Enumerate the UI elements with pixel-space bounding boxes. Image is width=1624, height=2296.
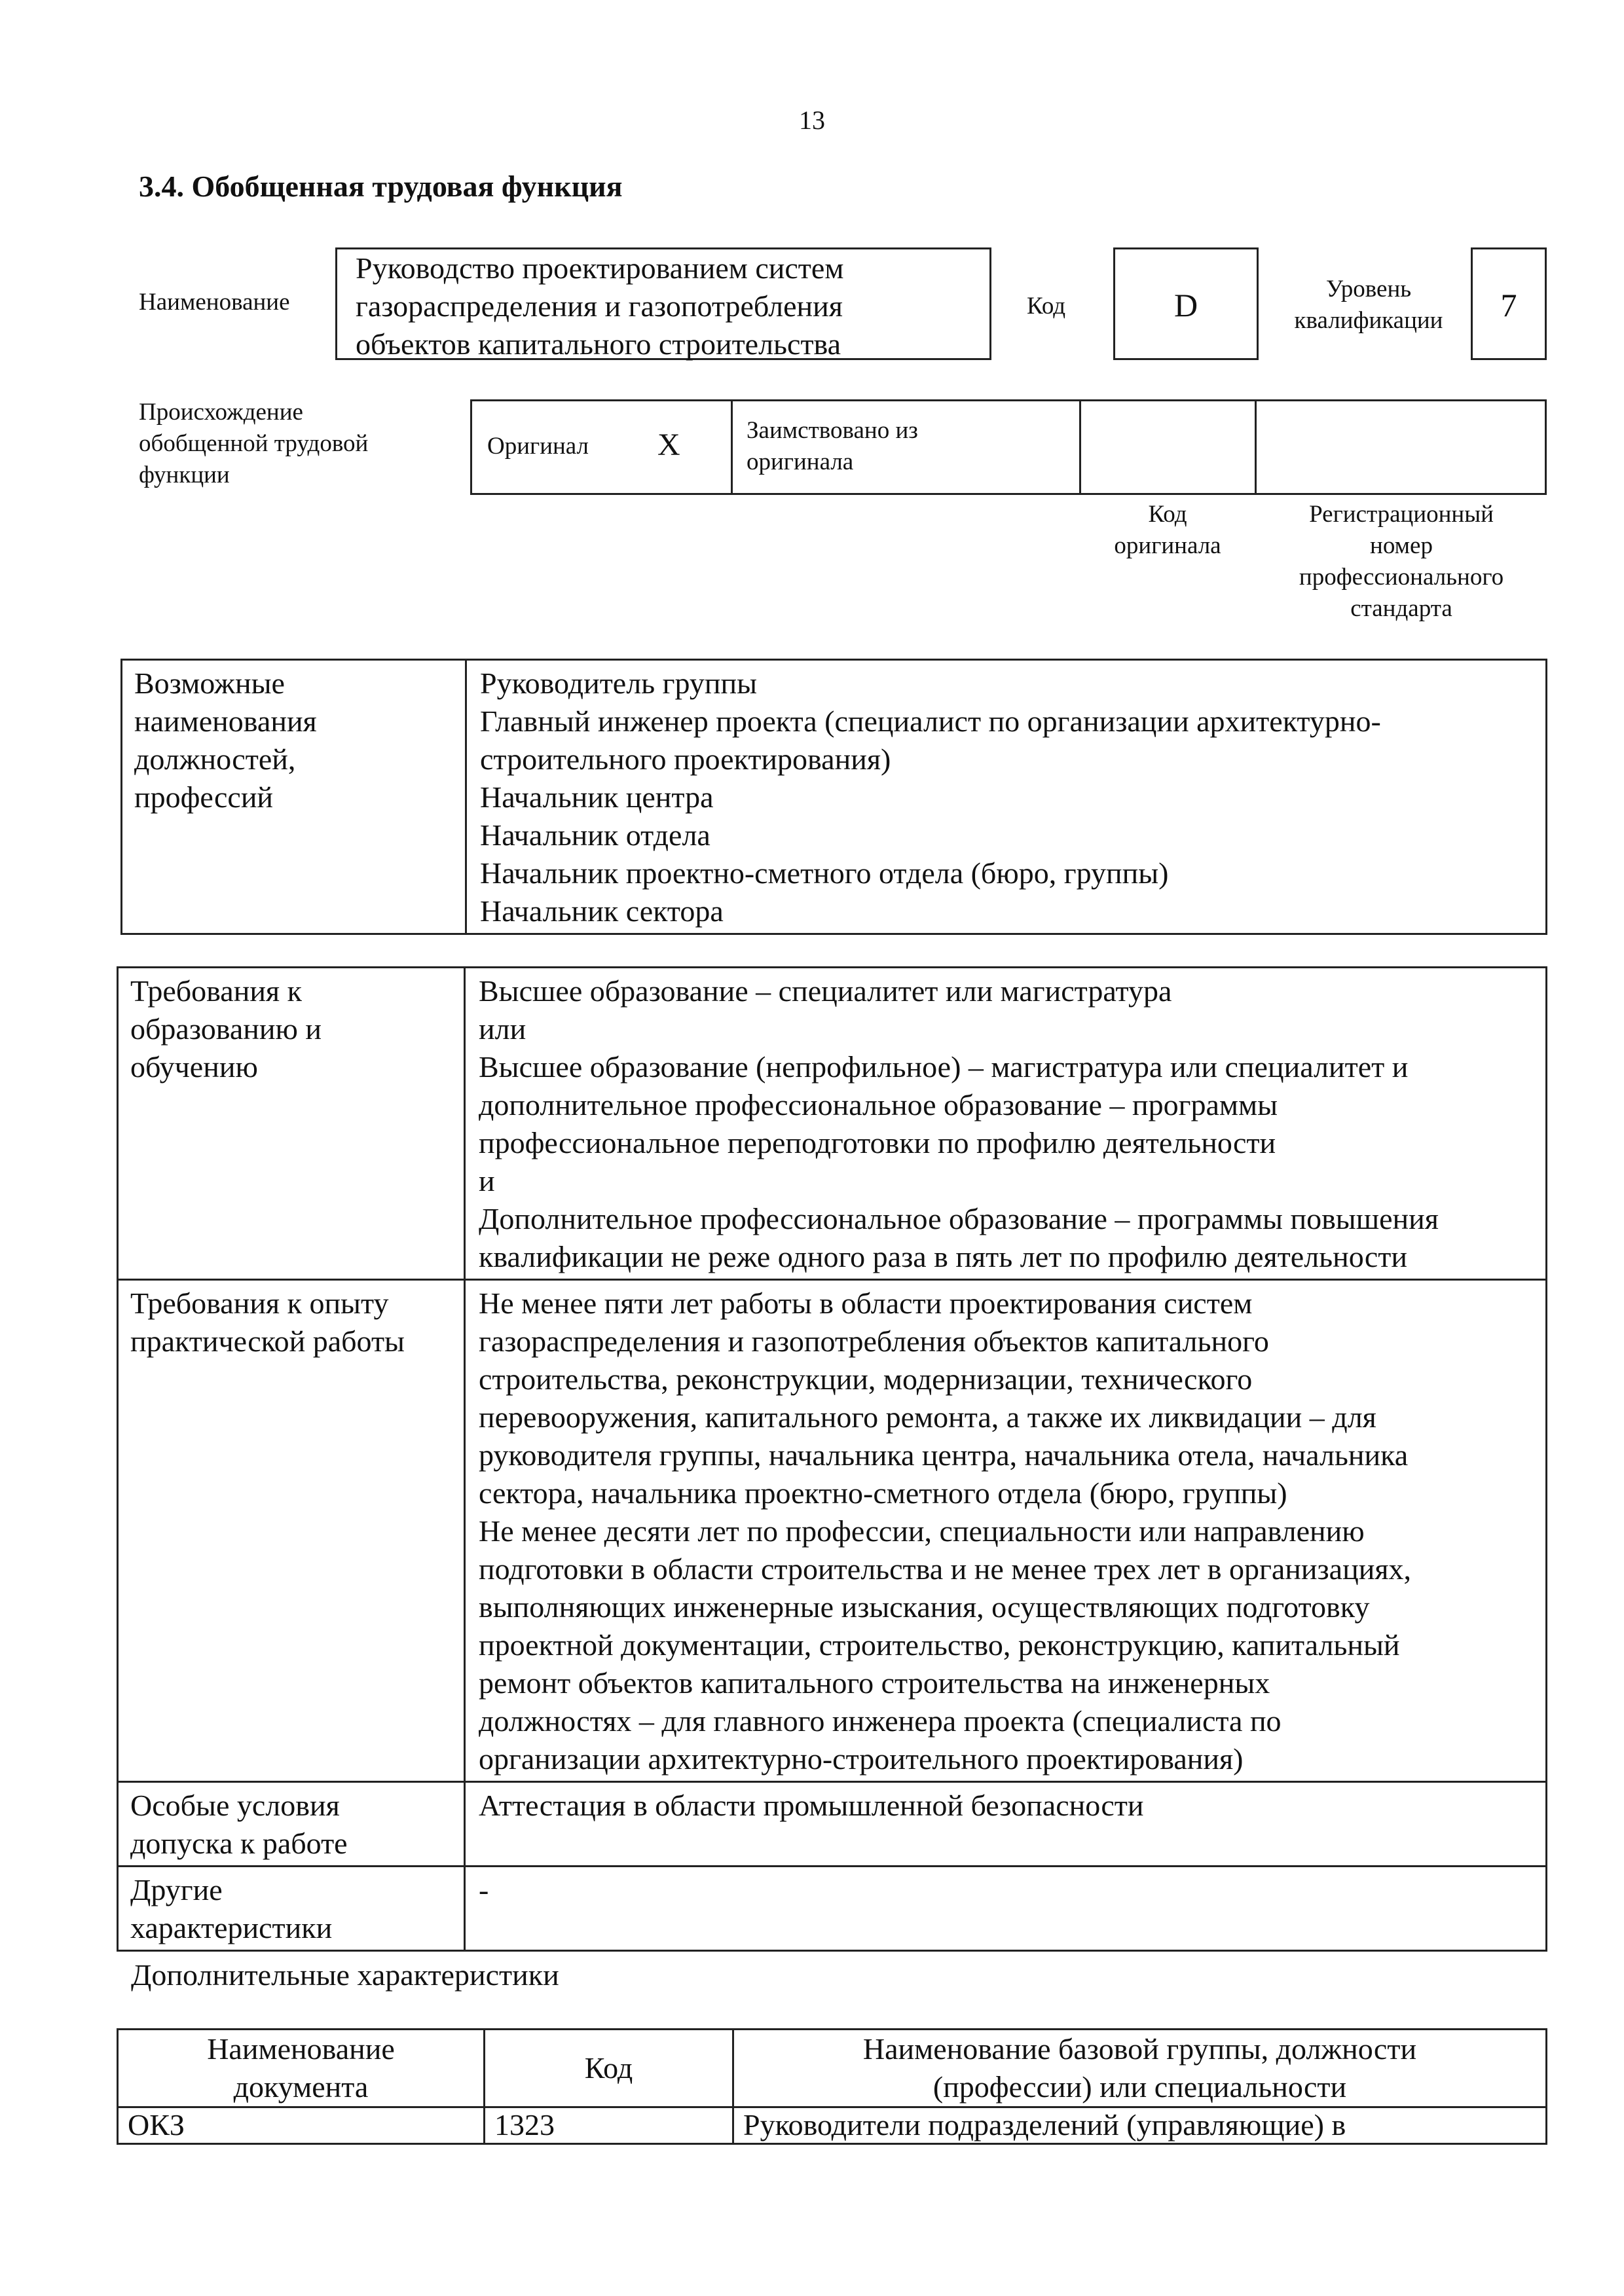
other-value <box>465 1867 1547 1951</box>
header-line: Код <box>584 2051 633 2085</box>
code-original-caption <box>1080 499 1255 562</box>
value-line: руководителя группы, начальника центра, начальника отела, начальника <box>479 1438 1409 1472</box>
label-line: Возможные <box>134 666 285 700</box>
origin-table <box>470 399 1547 495</box>
value-line: организации архитектурно-строительного проектирования) <box>479 1742 1244 1776</box>
value-line: сектора, начальника проектно-сметного отдела (бюро, группы) <box>479 1476 1287 1510</box>
label-line: профессий <box>134 780 274 814</box>
table-cell: ОКЗ <box>118 2107 485 2144</box>
table-row <box>118 1280 1547 1782</box>
value-line: строительного проектирования) <box>480 742 891 776</box>
positions-value <box>466 660 1547 934</box>
value-line: Не менее десяти лет по профессии, специальности или направлению <box>479 1514 1365 1548</box>
value-line: Начальник сектора <box>480 894 724 928</box>
header-line: (профессии) или специальности <box>932 2070 1347 2104</box>
original-label: Оригинал <box>487 433 589 460</box>
table-header-row <box>118 2030 1547 2107</box>
value-line: Начальник отдела <box>480 818 710 852</box>
positions-label <box>122 660 466 934</box>
label-line: должностей, <box>134 742 296 776</box>
value-line: Дополнительное профессиональное образование – программы повышения <box>479 1202 1439 1235</box>
level-value: 7 <box>1500 287 1517 323</box>
label-line: практической работы <box>130 1324 405 1358</box>
name-value-line: объектов капитального строительства <box>356 327 841 361</box>
code-value: D <box>1173 287 1198 323</box>
table-row <box>118 968 1547 1280</box>
origin-label-line: функции <box>139 462 230 488</box>
header-base-group <box>733 2030 1547 2107</box>
header-line: Наименование <box>207 2032 395 2066</box>
caption-line: стандарта <box>1350 595 1452 622</box>
value-line: квалификации не реже одного раза в пять лет по профилю деятельности <box>479 1240 1408 1273</box>
code-value-box <box>1113 247 1259 360</box>
level-label-line: Уровень <box>1325 276 1412 302</box>
table-cell: 1323 <box>485 2107 733 2144</box>
additional-table <box>117 2028 1547 2145</box>
name-value-line: Руководство проектированием систем <box>356 251 844 285</box>
page-number: 13 <box>799 105 825 135</box>
origin-label-line: Происхождение <box>139 399 303 426</box>
caption-line: номер <box>1370 532 1433 559</box>
header-line: документа <box>233 2070 369 2104</box>
value-line: Не менее пяти лет работы в области проектирования систем <box>479 1286 1253 1320</box>
admission-value <box>465 1782 1547 1867</box>
header-doc-name <box>118 2030 485 2107</box>
label-line: обучению <box>130 1050 258 1084</box>
table-row <box>118 1867 1547 1951</box>
value-line: - <box>479 1873 489 1906</box>
other-label <box>118 1867 465 1951</box>
name-label: Наименование <box>139 289 290 316</box>
caption-line: профессионального <box>1299 564 1504 591</box>
experience-label <box>118 1280 465 1782</box>
caption-line: Код <box>1148 501 1187 528</box>
level-label-line: квалификации <box>1294 307 1443 334</box>
code-label: Код <box>1027 293 1066 319</box>
value-line: газораспределения и газопотребления объектов капитального <box>479 1324 1269 1358</box>
level-value-box <box>1471 247 1547 360</box>
value-line: Высшее образование (непрофильное) – магистратура или специалитет и <box>479 1050 1409 1084</box>
table-row <box>118 2107 1547 2144</box>
header-code <box>485 2030 733 2107</box>
borrowed-label-line: оригинала <box>747 448 854 475</box>
table-row <box>122 660 1547 934</box>
original-mark: X <box>657 428 680 462</box>
header-line: Наименование базовой группы, должности <box>862 2032 1417 2066</box>
reg-number-caption <box>1256 499 1547 625</box>
value-line: должностях – для главного инженера проекта (специалиста по <box>479 1704 1282 1738</box>
label-line: допуска к работе <box>130 1827 348 1860</box>
origin-label-line: обобщенной трудовой <box>139 430 369 457</box>
section-title: 3.4. Обобщенная трудовая функция <box>139 170 623 203</box>
borrowed-label <box>747 415 918 478</box>
requirements-table <box>117 966 1547 1952</box>
admission-label <box>118 1782 465 1867</box>
label-line: характеристики <box>130 1911 333 1944</box>
value-line: Высшее образование – специалитет или магистратура <box>479 974 1172 1008</box>
value-line: Главный инженер проекта (специалист по организации архитектурно- <box>480 704 1381 738</box>
caption-line: Регистрационный <box>1309 501 1494 528</box>
origin-label <box>139 397 368 491</box>
name-value-box <box>335 247 991 360</box>
label-line: образованию и <box>130 1012 322 1046</box>
level-label <box>1270 274 1467 337</box>
value-line: дополнительное профессиональное образование – программы <box>479 1088 1278 1121</box>
value-line: Руководитель группы <box>480 666 758 700</box>
caption-line: оригинала <box>1114 532 1221 559</box>
additional-title: Дополнительные характеристики <box>131 1958 559 1992</box>
label-line: Другие <box>130 1873 223 1906</box>
experience-value <box>465 1280 1547 1782</box>
value-line: профессиональное переподготовки по профилю деятельности <box>479 1126 1276 1159</box>
value-line: ремонт объектов капитального строительства на инженерных <box>479 1666 1270 1700</box>
value-line: Начальник проектно-сметного отдела (бюро, группы) <box>480 856 1169 890</box>
name-value-line: газораспределения и газопотребления <box>356 289 843 323</box>
label-line: наименования <box>134 704 317 738</box>
label-line: Особые условия <box>130 1789 340 1822</box>
value-line: строительства, реконструкции, модернизации, технического <box>479 1362 1253 1396</box>
education-label <box>118 968 465 1280</box>
borrowed-label-line: Заимствовано из <box>747 417 918 444</box>
value-line: и <box>479 1164 495 1197</box>
positions-table <box>120 659 1547 935</box>
label-line: Требования к опыту <box>130 1286 389 1320</box>
value-line: перевооружения, капитального ремонта, а также их ликвидации – для <box>479 1400 1376 1434</box>
value-line: Начальник центра <box>480 780 714 814</box>
value-line: или <box>479 1012 526 1046</box>
value-line: выполняющих инженерные изыскания, осуществляющих подготовку <box>479 1590 1370 1624</box>
label-line: Требования к <box>130 974 302 1008</box>
education-value <box>465 968 1547 1280</box>
value-line: Аттестация в области промышленной безопасности <box>479 1789 1144 1822</box>
value-line: проектной документации, строительство, реконструкцию, капитальный <box>479 1628 1400 1662</box>
name-value <box>356 249 843 363</box>
value-line: подготовки в области строительства и не менее трех лет в организациях, <box>479 1552 1411 1586</box>
table-cell: Руководители подразделений (управляющие) в <box>733 2107 1547 2144</box>
table-row <box>118 1782 1547 1867</box>
